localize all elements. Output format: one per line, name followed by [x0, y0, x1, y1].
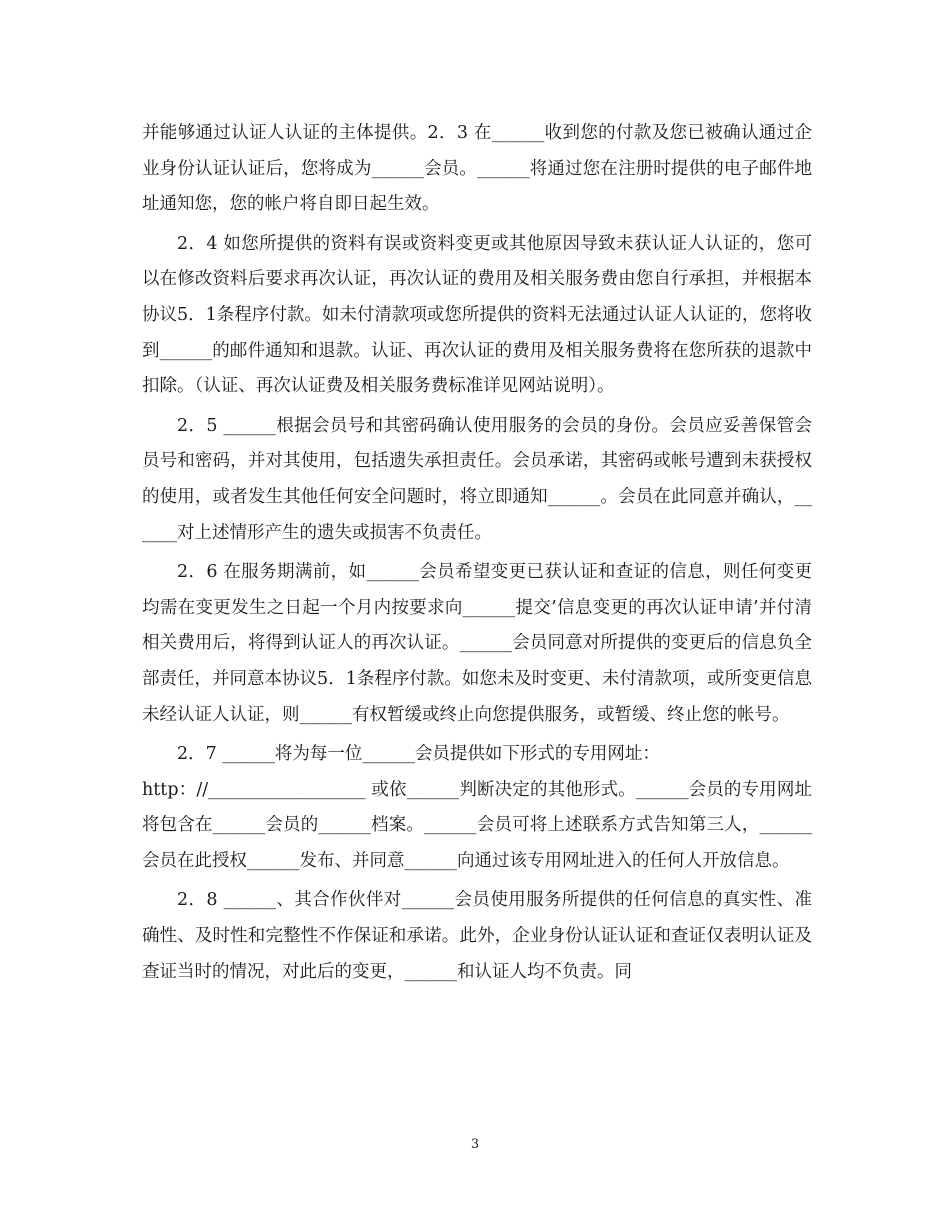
paragraph-2-6: 2．6 在服务期满前，如______会员希望变更已获认证和查证的信息，则任何变更均需在变更发生之日起一个月内按要求向______提交’信息变更的再次认证申请’并付清相关费用后，将得到认证人的再次认证。______会员同意对所提供的变更后的信息负全部责任，并同意本协议5．1条程序付款。如您未及时变更、未付清款项，或所变更信息未经认证人认证，则______有权暂缓或终止向您提供服务，或暂缓、终止您的帐号。: [142, 562, 812, 725]
document-body: [142, 116, 812, 994]
paragraph-2-5: 2．5 ______根据会员号和其密码确认使用服务的会员的身份。会员应妥善保管会员号和密码，并对其使用，包括遗失承担责任。会员承诺，其密码或帐号遭到未获授权的使用，或者发生其他任何安全问题时，将立即通知______。会员在此同意并确认，______对上述情形产生的遗失或损害不负责任。: [142, 415, 812, 543]
page-number: 3: [470, 1137, 480, 1152]
paragraph-2-7: 2．7 ______将为每一位______会员提供如下形式的专用网址：: [177, 744, 660, 765]
paragraph-2-4: 2．4 如您所提供的资料有误或资料变更或其他原因导致未获认证人认证的，您可以在修改资料后要求再次认证，再次认证的费用及相关服务费由您自行承担，并根据本协议5．1条程序付款。如未付清款项或您所提供的资料无法通过认证人认证的，您将收到______的邮件通知和退款。认证、再次认证的费用及相关服务费将在您所获的退款中扣除。（认证、再次认证费及相关服务费标准详见网站说明）。: [142, 233, 812, 397]
paragraph-2-2-continuation: 并能够通过认证人认证的主体提供。2．3 在______收到您的付款及您已被确认通过企业身份认证认证后，您将成为______会员。______将通过您在注册时提供的电子邮件地址通知您，您的帐户将自即日起生效。: [142, 123, 812, 215]
paragraph-2-8: 2．8 ______、其合作伙伴对______会员使用服务所提供的任何信息的真实性、准确性、及时性和完整性不作保证和承诺。此外，企业身份认证认证和查证仅表明认证及查证当时的情况，对此后的变更，______和认证人均不负责。同: [142, 890, 812, 982]
paragraph-2-7-continuation: http：//__________________ 或依______判断决定的其他形式。______会员的专用网址将包含在______会员的______档案。______会员可将上述联系方式告知第三人，______会员在此授权______发布、并同意______向通过该专用网址进入的任何人开放信息。: [142, 779, 812, 871]
